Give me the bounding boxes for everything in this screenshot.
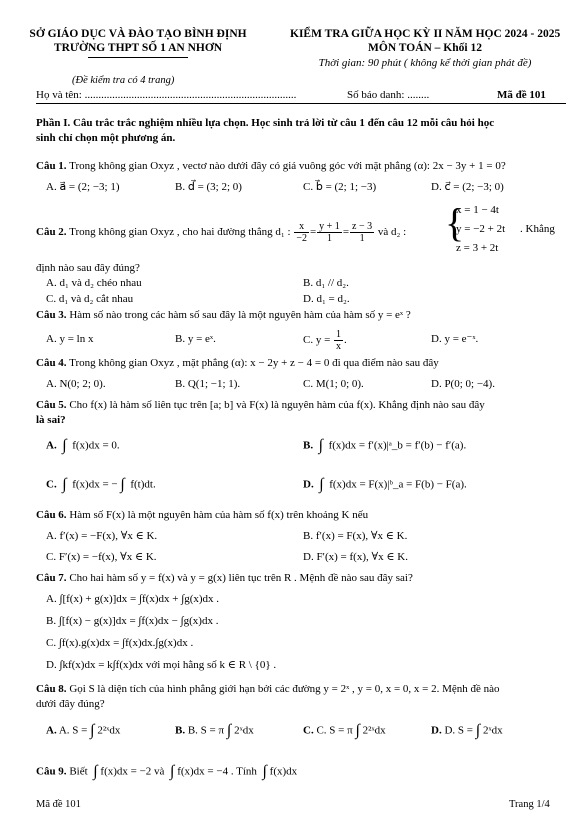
question-text: Trong không gian Oxyz , vectơ nào dưới đây có giá vuông góc với mặt phẳng (α): 2x − 3y + 1 = 0? (66, 160, 506, 172)
school-underline (88, 57, 188, 58)
question-6 (36, 508, 566, 522)
q5-option-a: A. ∫ f(x)dx = 0. (46, 437, 120, 454)
system-brace: { (445, 200, 465, 245)
department-name: SỞ GIÁO DỤC VÀ ĐÀO TẠO BÌNH ĐỊNH (29, 28, 247, 40)
question-3 (36, 308, 566, 322)
q4-option-d: D. P(0; 0; −4). (431, 378, 495, 390)
d1-fraction-x: $\frac{x}{-2}$ (296, 221, 307, 244)
d2-intro: và d₂ : (377, 226, 407, 239)
question-2: Câu 2. Trong không gian Oxyz , cho hai đường thẳng d₁ : $\frac{x}{-2}$ = $\frac{y + 1}{1}$ = $\frac{z - 3}{1}$ và d₂ : (36, 221, 407, 244)
q8-option-a: A. A. S = ∫ 2²ˣdx (46, 722, 121, 739)
q2-option-d: D. d₁ = d₂. (303, 293, 350, 305)
question-label: Câu 6. (36, 509, 67, 521)
d2-eq-x: x = 1 − 4t (456, 204, 499, 216)
header-divider (36, 103, 566, 104)
question-label: Câu 3. (36, 309, 67, 321)
question-label: Câu 8. (36, 683, 67, 695)
student-name-field: Họ và tên: ............................................................................. (36, 89, 297, 101)
question-8 (36, 682, 566, 696)
q5-option-b: B. ∫ f(x)dx = f′(x)|ᵃ_b = f′(b) − f′(a). (303, 437, 467, 454)
q6-option-c: C. F′(x) = −f(x), ∀x ∈ K. (46, 551, 157, 563)
page-number: Trang 1/4 (509, 799, 550, 810)
part-title: Phần I. Câu trắc trắc nghiệm nhiều lựa chọn. Học sinh trả lời từ câu 1 đến câu 12 mỗi câu hỏi học (36, 117, 495, 129)
question-label: Câu 5. (36, 399, 67, 411)
d2-eq-z: z = 3 + 2t (456, 242, 499, 254)
q2-tail: . Khẳng (520, 223, 555, 235)
q7-option-c: C. ∫f(x).g(x)dx = ∫f(x)dx.∫g(x)dx . (46, 637, 194, 649)
question-9: Câu 9. Biết ∫ f(x)dx = −2 và ∫ f(x)dx = −4 . Tính ∫ f(x)dx (36, 763, 298, 780)
q2-cont: định nào sau đây đúng? (36, 262, 140, 274)
exam-code: Mã đề 101 (497, 89, 546, 101)
question-1 (36, 159, 566, 173)
q1-option-a: A. a⃗ = (2; −3; 1) (46, 181, 120, 193)
subject-title: MÔN TOÁN – Khối 12 (368, 42, 482, 54)
q2-option-b: B. d₁ // d₂. (303, 277, 349, 289)
q7-option-d: D. ∫kf(x)dx = k∫f(x)dx với mọi hằng số k ∈ R \ {0} . (46, 659, 277, 671)
question-text: Hàm số F(x) là một nguyên hàm của hàm số f(x) trên khoảng K nếu (66, 509, 369, 521)
q3-option-b: B. y = eˣ. (175, 333, 216, 345)
q3-option-d: D. y = e⁻ˣ. (431, 333, 479, 345)
q4-option-c: C. M(1; 0; 0). (303, 378, 364, 390)
q8-option-c: C. C. S = π ∫ 2²ˣdx (303, 722, 386, 739)
q8-option-d: D. D. S = ∫ 2ˣdx (431, 722, 503, 739)
q5-option-d: D. ∫ f(x)dx = F(x)|ᵇ_a = F(b) − F(a). (303, 476, 467, 493)
q1-option-d: D. c⃗ = (2; −3; 0) (431, 181, 504, 193)
question-7 (36, 571, 566, 585)
q8-cont: dưới đây đúng? (36, 698, 105, 710)
exam-time: Thời gian: 90 phút ( không kể thời gian phát đề) (318, 57, 532, 69)
q2-option-a: A. d₁ và d₂ chéo nhau (46, 277, 142, 289)
school-name: TRƯỜNG THPT SỐ 1 AN NHƠN (53, 42, 223, 54)
question-text: Hàm số nào trong các hàm số sau đây là một nguyên hàm của hàm số y = eˣ ? (66, 309, 411, 321)
q2-option-c: C. d₁ và d₂ cắt nhau (46, 293, 134, 305)
question-text: Cho hai hàm số y = f(x) và y = g(x) liên tục trên R . Mệnh đề nào sau đây sai? (66, 572, 413, 584)
footer-exam-code: Mã đề 101 (36, 799, 81, 810)
question-label: Câu 4. (36, 357, 67, 369)
student-id-field: Số báo danh: ........ (347, 89, 430, 101)
d1-fraction-y: $\frac{y + 1}{1}$ (319, 221, 340, 244)
q7-option-b: B. ∫[f(x) − g(x)]dx = ∫f(x)dx − ∫g(x)dx . (46, 615, 219, 627)
q4-option-a: A. N(0; 2; 0). (46, 378, 106, 390)
q1-option-c: C. b⃗ = (2; 1; −3) (303, 181, 377, 193)
pages-note: (Đề kiểm tra có 4 trang) (72, 75, 175, 86)
q1-option-b: B. d⃗ = (3; 2; 0) (175, 181, 242, 193)
q5-option-c: C. ∫ f(x)dx = − ∫ f(t)dt. (46, 476, 156, 493)
question-4 (36, 356, 566, 370)
q7-option-a: A. ∫[f(x) + g(x)]dx = ∫f(x)dx + ∫g(x)dx . (46, 593, 220, 605)
d2-eq-y: y = −2 + 2t (456, 223, 506, 235)
q4-option-b: B. Q(1; −1; 1). (175, 378, 241, 390)
question-text: Cho f(x) là hàm số liên tục trên [a; b] và F(x) là nguyên hàm của f(x). Khẳng định nào sau đây (66, 399, 485, 411)
question-text: Trong không gian Oxyz , cho hai đường thẳng d₁ : (66, 226, 291, 239)
q3-option-a: A. y = ln x (46, 333, 94, 345)
q6-option-b: B. f′(x) = F(x), ∀x ∈ K. (303, 530, 408, 542)
q5-cont: là sai? (36, 414, 66, 426)
q8-option-b: B. B. S = π ∫ 2ˣdx (175, 722, 254, 739)
q6-option-a: A. f′(x) = −F(x), ∀x ∈ K. (46, 530, 158, 542)
question-label: Câu 2. (36, 226, 67, 239)
exam-title: KIỂM TRA GIỮA HỌC KỲ II NĂM HỌC 2024 - 2025 (290, 28, 561, 40)
question-label: Câu 9. (36, 765, 67, 778)
question-text: Gọi S là diện tích của hình phẳng giới hạn bởi các đường y = 2ˣ , y = 0, x = 0, x = 2. Mệnh đề nào (66, 683, 500, 695)
question-label: Câu 7. (36, 572, 67, 584)
question-label: Câu 1. (36, 160, 67, 172)
question-5 (36, 398, 566, 412)
question-text: Trong không gian Oxyz , mặt phẳng (α): x − 2y + z − 4 = 0 đi qua điểm nào sau đây (66, 357, 439, 369)
q6-option-d: D. F′(x) = f(x), ∀x ∈ K. (303, 551, 408, 563)
q3-option-c: C. y = $\frac{1}{x}$ . (303, 329, 347, 352)
part-title-cont: sinh chỉ chọn một phương án. (36, 132, 176, 144)
d1-fraction-z: $\frac{z - 3}{1}$ (352, 221, 373, 244)
